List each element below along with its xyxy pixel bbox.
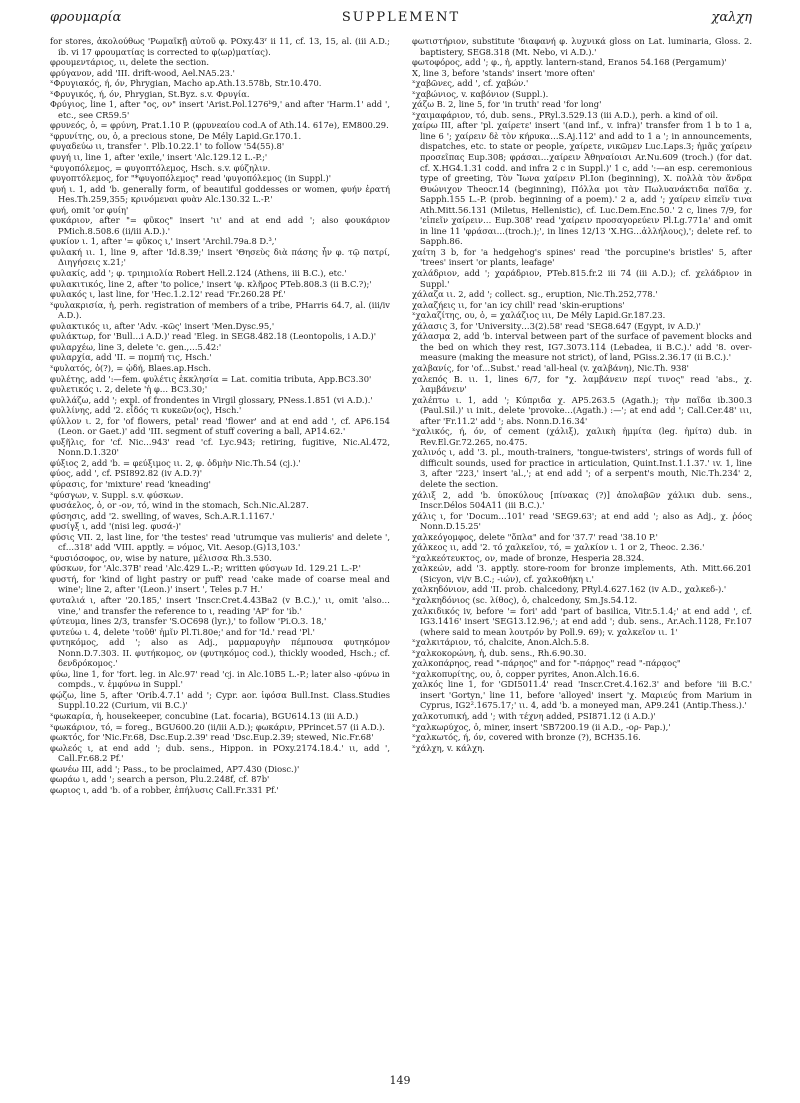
dictionary-entry: φωτιστήριον, substitute 'διαφανή φ. λυχνικά gloss on Lat. luminaria, Gloss. 2. baptistery, SEG8.318 (Mt. Nebo, vi A.D.).' xyxy=(412,36,752,57)
dictionary-entry: φύσκων, for 'Alc.37B' read 'Alc.429 L.-P.; written φύσγων Id. 129.21 L.-P.' xyxy=(50,563,361,574)
dictionary-entry: χαλέπτω ι. 1, add '; Κύπριδα χ. AP5.263.5 (Agath.); τὴν παῖδα ib.300.3 (Paul.Sil.)' ιι init., delete 'provoke…(Agath.) :—'; at end add '; Call.Cer.48' ιιι, after 'Fr.11.2' add '; abs. Nonn.D.16.34' xyxy=(412,394,752,426)
page-number: 149 xyxy=(389,1074,411,1087)
dictionary-entry: ˣχάλχη, v. κάλχη. xyxy=(412,742,485,753)
dictionary-entry: χαλκοτυπική, add '; with τέχνη added, PSI871.12 (i A.D.)' xyxy=(412,711,656,721)
dictionary-entry: φῴζω, line 5, after 'Orib.4.7.1' add '; Cypr. aor. ἰφόσα Bull.Inst. Class.Studies Suppl.10.22 (Curium, vii B.C.)' xyxy=(50,689,390,711)
dictionary-entry: ˣχαλικός, ή, όν, of cement (χάλιξ), χαλικὴ ἡμμίτα (leg. ἡμίτα) dub. in Rev.El.Gr.72.265, no.475. xyxy=(412,426,752,447)
dictionary-entry: φύλλον ι. 2, for 'of flowers, petal' read 'flower' and at end add ', cf. AP6.154 (Leon. or Gaet.)' add 'III. segment of stuff covering a ball, AP14.62.' xyxy=(50,415,390,437)
dictionary-entry: X, line 3, before 'stands' insert 'more often' xyxy=(412,67,596,78)
dictionary-entry: ˣχαλκηδόνιος (sc. λίθος), ὁ, chalcedony, Sm.Js.54.12. xyxy=(412,594,638,605)
dictionary-entry: φρυνεός, ὁ, = φρύνη, Prat.1.10 P. (φρυνεαίου cod.A of Ath.14. 617e), EM800.29. xyxy=(50,120,389,131)
dictionary-entry: φυκάριον, after "= φῦκος" insert 'ιι' and at end add '; also φουκάριον PMich.8.508.6 (ii/iii A.D.).' xyxy=(50,215,390,236)
dictionary-entry: χαλάδριον, add '; χαράδριον, PTeb.815.fr.2 iii 74 (iii A.D.); cf. χελάδριον in Suppl.' xyxy=(412,268,752,289)
dictionary-entry: ˣχαλκοπυρίτης, ου, ὁ, copper pyrites, Anon.Alch.16.6. xyxy=(412,668,640,679)
dictionary-entry: χαλκιδικός iv, before '= fori' add 'part of basilica, Vitr.5.1.4;' at end add ', cf. IG3.1416' insert 'SEG13.12.96,'; at end add '; dub. sens., Ar.Ach.1128, Fr.107 (where said to mean λουτρόν by Poll.9. 69); v. χαλκεῖον ιι. 1' xyxy=(412,605,752,637)
dictionary-entry: φυλακή ιι. 1, line 9, after 'Id.8.39;' insert 'Θησεὺς διὰ πάσης ἦν φ. τῷ πατρί, Διηγήσεις x.21;' xyxy=(50,246,390,268)
dictionary-entry: ˣφρυνίτης, ου, ὁ, a precious stone, De Mély Lapid.Gr.170.1. xyxy=(50,130,302,141)
dictionary-entry: ˣφυλακρισία, ἡ, perh. registration of members of a tribe, PHarris 64.7, al. (iii/iv A.D.). xyxy=(50,299,390,321)
dictionary-entry: φυλετικός ι. 2, delete 'ἡ φ… BC3.30;' xyxy=(50,384,208,395)
dictionary-entry: φύσησις, add '2. swelling, of waves, Sch.A.R.1.1167.' xyxy=(50,510,275,521)
dictionary-entry: ˣχαβώνιος, v. καβόνιον (Suppl.). xyxy=(412,88,549,99)
dictionary-entry: ˣφύσγων, v. Suppl. s.v. φύσκων. xyxy=(50,489,184,500)
dictionary-entry: χαλκός line 1, for 'GDI5011.4' read 'Inscr.Cret.4.162.3' and before 'iii B.C.' insert 'Gortyn,' line 11, before 'alloyed' insert 'χ. Μαριεύς from Marium in Cyprus, IG2².1675.17;' ιι. 4, add 'b. a moneyed man, AP9.241 (Antip.Thess.).' xyxy=(412,679,752,711)
dictionary-entry: φρύγανον, add 'III. drift-wood, Ael.NA5.23.' xyxy=(50,67,235,78)
dictionary-entry: χαλινός ι, add '3. pl., mouth-trainers, 'tongue-twisters', strings of words full of difficult sounds, used for practice in articulation, Quint.Inst.1.1.37.' ιv. 1, line 3, after '223,' insert 'al.,'; at end add '; of a serpent's mouth, Nic.Th.234' 2, delete the section. xyxy=(412,447,752,489)
dictionary-entry: φύξιος 2, add 'b. = φεύξιμος ιι. 2, φ. ὁδμὴν Nic.Th.54 (cj.).' xyxy=(50,457,301,468)
dictionary-entry: φύσις VII. 2, last line, for 'the testes' read 'utrumque vas mulieris' and delete ', cf…318' add 'VIII. apptly. = νόμος, Vit. Aesop.(G)13,103.' xyxy=(50,531,390,553)
dictionary-entry: ˣχαλκωτός, ή, όν, covered with bronze (?), BCH35.16. xyxy=(412,732,641,743)
dictionary-entry: χαλβανίς, for 'of…Subst.' read 'all-heal (v. χαλβάνη), Nic.Th. 938' xyxy=(412,362,689,373)
right-column xyxy=(412,36,752,1066)
dictionary-entry: φυλακτικός ιι, after 'Adv. -κῶς' insert 'Men.Dysc.95,' xyxy=(50,320,275,331)
dictionary-entry: χαλαζήεις ιι, for 'an icy chill' read 'skin-eruptions' xyxy=(412,299,625,310)
dictionary-entry: φυλακιτικός, line 2, after 'to police,' insert 'φ. κλῆρος PTeb.808.3 (ii B.C.?);' xyxy=(50,278,372,289)
dictionary-entry: χαίτη 3 b, for 'a hedgehog's spines' read 'the porcupine's bristles' 5, after 'trees' insert 'or plants, leafage' xyxy=(412,246,752,268)
dictionary-columns xyxy=(50,36,752,1066)
dictionary-entry: χάλασμα 2, add 'b. interval between part of the surface of pavement blocks and the bed on which they rest, IG7.3073.114 (Lebadea, ii B.C.).' add '8. over-measure (making the measure not strict), of land, PGiss.2.36.17 (ii B.C.).' xyxy=(412,331,752,363)
dictionary-entry: χάλις ι, for 'Docum…101' read 'SEG9.63'; at end add '; also as Adj., χ. ῥόος Nonn.D.15.25' xyxy=(412,510,752,532)
dictionary-entry: χαλκεόγομφος, delete "ὅπλα" and for '37.7' read '38.10 P.' xyxy=(412,531,658,542)
dictionary-entry: φωνέω III, add '; Pass., to be proclaimed, AP7.430 (Diosc.)' xyxy=(50,763,300,774)
dictionary-entry: φύος, add ', cf. PSI892.82 (iv A.D.?)' xyxy=(50,468,203,479)
dictionary-entry: φυταλιά ι, after '20.185,' insert 'Inscr.Cret.4.43Ba2 (v B.C.),' ιι, omit 'also…vine,' and transfer the reference to ι, reading 'AP' for 'ib.' xyxy=(50,594,390,616)
dictionary-entry: ˣχαιμαφάριον, τό, dub. sens., PRyl.3.529.13 (iii A.D.), perh. a kind of oil. xyxy=(412,109,718,120)
dictionary-entry: ˣχαλαζίτης, ου, ὁ, = χαλάζιος ιιι, De Mély Lapid.Gr.187.23. xyxy=(412,310,666,321)
dictionary-entry: φυξῆλις, for 'cf. Nic…943' read 'cf. Lyc.943; retiring, fugitive, Nic.Al.472, Nonn.D.1.320' xyxy=(50,436,390,458)
dictionary-entry: ˣΦρυγιακός, ή, όν, Phrygian, Macho ap.Ath.13.578b, Str.10.470. xyxy=(50,78,322,89)
dictionary-entry: φύτευμα, lines 2/3, transfer 'S.OC698 (lyr.),' to follow 'Pi.O.3. 18,' xyxy=(50,616,327,627)
dictionary-entry: φυλαρχέω, line 3, delete 'c. gen.,…5.42:' xyxy=(50,341,222,352)
dictionary-entry: for stores, ἀκολούθως 'Ρωμαϊκῇ αὐτοῦ φ. POxy.43ʳ ii 11, cf. 13, 15, al. (iii A.D.; ib. vi 17 φρουματίας is corrected to φ⟨ωρ⟩ματίας). xyxy=(50,36,390,57)
dictionary-entry: φυλλίνης, add '2. εἶδός τι κυκεῶν⟨ος⟩, Hsch.' xyxy=(50,405,242,416)
dictionary-entry: φυκίον ι. 1, after '= φῦκος ι,' insert 'Archil.79a.8 D.³,' xyxy=(50,236,277,247)
dictionary-entry: φυλαρχία, add 'II. = πομπή τις, Hsch.' xyxy=(50,352,212,363)
dictionary-entry: φωριος ι, add 'b. of a robber, ἐπήλυσις Call.Fr.331 Pf.' xyxy=(50,784,279,795)
dictionary-entry: φυτεύω ι. 4, delete 'τοῦθ' ἡμῖν Pl.Ti.80e;' and for 'Id.' read 'Pl.' xyxy=(50,626,315,637)
header-title: SUPPLEMENT xyxy=(341,10,461,25)
dictionary-entry: ˣχαλκωρύχος, ὁ, miner, insert 'SB7200.19 (ii A.D., -ορ- Pap.),' xyxy=(412,721,671,732)
dictionary-entry: χαλεπός B. ιι. 1, lines 6/7, for "χ. λαμβάνειν περί τινος" read 'abs., χ. λαμβάνειν' xyxy=(412,373,752,395)
dictionary-entry: χάλιξ 2, add 'b. ὑποκύλους [πίνακας (?)] ἀπολαβῶν χάλικι dub. sens., Inscr.Délos 504A11 (iii B.C.).' xyxy=(412,489,752,511)
dictionary-entry: φύρασις, for 'mixture' read 'kneading' xyxy=(50,478,211,489)
dictionary-entry: φυγοπτόλεμος, for "*φυγοπόλεμος" read 'φυγοπόλεμος (in Suppl.)' xyxy=(50,173,332,184)
dictionary-entry: ˣχαλκεότευκτος, ον, made of bronze, Hesperia 28.324. xyxy=(412,552,645,563)
dictionary-entry: φωλεός ι, at end add '; dub. sens., Hippon. in POxy.2174.18.4.' ιι, add ', Call.Fr.68.2 Pf.' xyxy=(50,742,390,764)
left-column xyxy=(50,36,390,1066)
dictionary-entry: χαλκηδόνιον, add 'II. prob. chalcedony, PRyl.4.627.162 (iv A.D., χαλκεδ-).' xyxy=(412,584,727,595)
dictionary-entry: ˣφυλατός, ὁ(?), = ᾠδή, Blaes.ap.Hsch. xyxy=(50,362,211,373)
dictionary-entry: φυλάκτωρ, for 'Bull…i A.D.)' read 'Eleg. in SEG8.482.18 (Leontopolis, i A.D.)' xyxy=(50,331,377,342)
dictionary-entry: χαίρω III, after 'pl. χαίρετε' insert '(and inf., v. infra)' transfer from 1 b to 1 a, line 6 '; χαίρειν δὲ τὸν κήρυκα…S.Aj.112' and add to 1 a '; in announcements, dispatches, etc. to state or people, χαίρετε, νικῶμεν Luc.Laps.3; ἡμᾶς χαίρειν προσεῖπας Eup.308; φράσαι…χαίρειν Ἀθηναίοισι Ar.Nu.609 (troch.) (for dat. cf. X.HG4.1.31 codd. and infra 2 c in Suppl.)' 1 c, add ':—an esp. ceremonious type of greeting, Τὸν Ἴωνα χαίρειν Pl.Ion (beginning), X. πολλὰ τὸν ἄνδρα Θυώνιχον Theocr.14 (beginning), Πόλλα μοι τὰν Πωλυανάκτιδα παῖδα χ. Sapph.155 L.-P. (prob. beginning of a poem).' 2 a, add '; χαίρειν εἰπεῖν τινα Ath.Mitt.56.131 (Miletus, Hellenistic), cf. Luc.Dem.Enc.50.' 2 c, lines 7/9, for 'εἰπεῖν χαίρειν… Eup.308' read 'χαίρειν προσαγορεύειν Pl.Lg.771a' and omit in line 11 'φράσαι…(troch.);', in lines 12/13 'X.HG…ἀλλήλους),'; delete ref. to Sapph.86. xyxy=(412,120,752,247)
dictionary-entry: φυή ι. 1, add 'b. generally form, of beautiful goddesses or women, φυήν ἐρατή Hes.Th.259,355; κρινόμεναι φυὰν Alc.130.32 L.-P.' xyxy=(50,183,390,205)
dictionary-entry: ˣφωκαρία, ἡ, housekeeper, concubine (Lat. focaria), BGU614.13 (iii A.D.) xyxy=(50,711,359,721)
dictionary-entry: φυλλάζω, add '; expl. of frondentes in Virgil glossary, PNess.1.851 (vi A.D.).' xyxy=(50,394,373,405)
dictionary-entry: ˣχαλκιτάριον, τό, chalcite, Anon.Alch.5.8. xyxy=(412,637,590,648)
dictionary-entry: Φρύγιος, line 1, after "ος, ον" insert 'Arist.Pol.1276ᵇ9,' and after 'Harm.1' add ', etc., see CR59.5' xyxy=(50,99,390,120)
dictionary-entry: φυγή ιι, line 1, after 'exile,' insert 'Alc.129.12 L.-P.;' xyxy=(50,152,268,163)
header-left-headword: φρουμαρία xyxy=(50,10,122,25)
dictionary-entry: χάλαζα ιι. 2, add '; collect. sg., eruption, Nic.Th.252,778.' xyxy=(412,289,658,300)
dictionary-entry: φυλακίς, add '; φ. τριημιολία Robert Hell.2.124 (Athens, iii B.C.), etc.' xyxy=(50,268,347,279)
dictionary-entry: φυγαδεύω ιι, transfer '. Plb.10.22.1' to follow '54(55).8' xyxy=(50,141,285,152)
dictionary-entry: φυστή, for 'kind of light pastry or puff' read 'cake made of coarse meal and wine'; line 2, after '(Leon.)' insert ', Teles p.7 H.' xyxy=(50,573,390,595)
dictionary-entry: φυλέτης, add ':—fem. φυλέτις ἐκκλησία = Lat. comitia tributa, App.BC3.30' xyxy=(50,373,372,384)
dictionary-entry: φυτηκόμος, add '; also as Adj., μαρμαρυγὴν πέμπουσα φυτηκόμον Nonn.D.7.303. II. φυτήκομος, ον (φυτηκόμος cod.), thickly wooded, Hsch.; cf. δενδρόκομος.' xyxy=(50,637,390,669)
dictionary-entry: χαλκεών, add '3. apptly. store-room for bronze implements, Ath. Mitt.66.201 (Sicyon, vi/v B.C.; -ιών), cf. χαλκοθήκη ι.' xyxy=(412,563,752,584)
dictionary-entry: χάλασις 3, for 'University…3(2).58' read 'SEG8.647 (Egypt, iv A.D.)' xyxy=(412,320,701,331)
dictionary-entry: χαλκοπάρηος, read "-πάρηος" and for "-πάρῃος" read "-πάρᾳος" xyxy=(412,658,681,669)
dictionary-entry: χάλκεος ιι, add '2. τό χαλκεῖον, τό, = χαλκίον ι. 1 or 2, Theoc. 2.36.' xyxy=(412,542,705,553)
dictionary-entry: φυσίγξ ι, add '(nisi leg. φυσά-)' xyxy=(50,521,182,532)
dictionary-entry: φωράω ι, add '; search a person, Plu.2.248f, cf. 87b' xyxy=(50,774,270,785)
dictionary-entry: ˣφωκάριον, τό, = foreg., BGU600.20 (ii/iii A.D.); φωκάριν, PPrincet.57 (ii A.D.). xyxy=(50,721,385,732)
dictionary-entry: φυλακός ι, last line, for 'Hec.1.2.12' read 'Fr.260.28 Pf.' xyxy=(50,289,286,300)
dictionary-entry: ˣΦρυγικός, ή, όν, Phrygian, St.Byz. s.v. Φρυγία. xyxy=(50,88,250,99)
dictionary-entry: ˣχαλκοκορώνη, ἡ, dub. sens., Rh.6.90.30. xyxy=(412,647,587,658)
page-header xyxy=(50,8,752,34)
dictionary-entry: φρουμεντάριος, ιι, delete the section. xyxy=(50,57,210,68)
dictionary-entry: χάζω B. 2, line 5, for 'in truth' read 'for long' xyxy=(412,99,602,110)
dictionary-entry: φυσάελος, ὁ, or -ον, τό, wind in the stomach, Sch.Nic.Al.287. xyxy=(50,500,309,511)
header-right-headword: χαλχη xyxy=(711,10,752,25)
dictionary-entry: φύω, line 1, for 'fort. leg. in Alc.97' read 'cj. in Alc.10B5 L.-P.; later also -φύνω in compds., v. ἐμφύνω in Suppl.' xyxy=(50,668,390,690)
dictionary-entry: φωτοφόρος, add '; φ., ἡ, apptly. lantern-stand, Eranos 54.168 (Pergamum)' xyxy=(412,57,727,68)
dictionary-entry: φωκτός, for 'Nic.Fr.68, Dsc.Eup.2.39' read 'Dsc.Eup.2.39; stewed, Nic.Fr.68' xyxy=(50,732,374,743)
dictionary-entry: ˣχαβῶνες, add ', cf. χαβών.' xyxy=(412,78,529,89)
dictionary-entry: ˣφυσιόσοφος, ον, wise by nature, μέλισσα Rh.3.530. xyxy=(50,552,272,563)
dictionary-entry: ˣφυγοπόλεμος, = φυγοπτόλεμος, Hsch. s.v. φύζηλιν. xyxy=(50,162,271,173)
dictionary-entry: φυή, omit 'or φυίη' xyxy=(50,204,129,215)
